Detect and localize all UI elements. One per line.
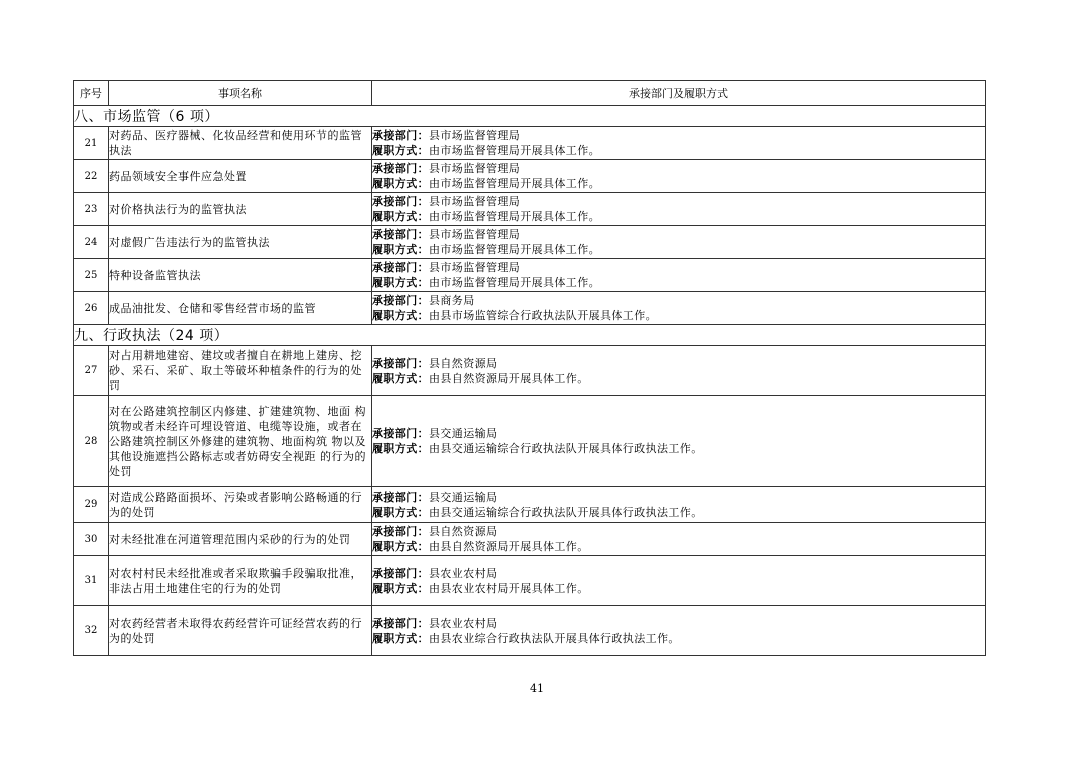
row-item: 成品油批发、仓储和零售经营市场的监管 <box>109 292 372 325</box>
dept-value: 县交通运输局 <box>429 490 498 504</box>
dept-label: 承接部门： <box>372 162 429 175</box>
row-item: 药品领域安全事件应急处置 <box>109 160 372 193</box>
mode-value: 由县农业综合行政执法队开展具体行政执法工作。 <box>429 631 680 645</box>
dept-label: 承接部门： <box>372 490 429 504</box>
row-dept-cell <box>372 523 986 556</box>
section-row-market <box>74 106 986 127</box>
table-row <box>74 193 986 226</box>
row-dept-cell <box>372 127 986 160</box>
dept-value: 县市场监督管理局 <box>429 129 521 142</box>
dept-label: 承接部门： <box>372 566 429 580</box>
items-table <box>73 80 986 656</box>
mode-value: 由市场监督管理局开展具体工作。 <box>429 144 600 157</box>
mode-value: 由市场监督管理局开展具体工作。 <box>429 210 600 223</box>
row-item: 对造成公路路面损坏、污染或者影响公路畅通的行为的处罚 <box>109 487 372 523</box>
row-item: 特种设备监管执法 <box>109 259 372 292</box>
mode-value: 由县交通运输综合行政执法队开展具体行政执法工作。 <box>429 442 703 455</box>
section-row-enforcement <box>74 325 986 346</box>
section-title: 八、市场监管（6 项） <box>74 106 986 127</box>
header-item: 事项名称 <box>109 81 372 106</box>
row-number: 27 <box>74 346 109 396</box>
dept-value: 县市场监督管理局 <box>429 195 521 208</box>
row-number: 25 <box>74 259 109 292</box>
mode-label: 履职方式： <box>372 581 429 595</box>
table-row <box>74 127 986 160</box>
row-number: 31 <box>74 556 109 606</box>
row-item: 对药品、医疗器械、化妆品经营和使用环节的监管执法 <box>109 127 372 160</box>
row-item: 对农药经营者未取得农药经营许可证经营农药的行为的处罚 <box>109 606 372 656</box>
row-dept-cell <box>372 259 986 292</box>
mode-value: 由市场监督管理局开展具体工作。 <box>429 243 600 256</box>
row-number: 32 <box>74 606 109 656</box>
mode-value: 由县农业农村局开展具体工作。 <box>429 581 589 595</box>
page-number: 41 <box>530 682 544 695</box>
row-number: 24 <box>74 226 109 259</box>
mode-label: 履职方式： <box>372 371 429 385</box>
row-item: 对虚假广告违法行为的监管执法 <box>109 226 372 259</box>
dept-label: 承接部门： <box>372 525 429 538</box>
row-dept-cell <box>372 556 986 606</box>
mode-label: 履职方式： <box>372 505 429 519</box>
dept-label: 承接部门： <box>372 356 429 370</box>
row-dept-cell <box>372 396 986 487</box>
dept-value: 县农业农村局 <box>429 616 498 630</box>
mode-value: 由县交通运输综合行政执法队开展具体行政执法工作。 <box>429 505 703 519</box>
row-number: 22 <box>74 160 109 193</box>
table-row <box>74 523 986 556</box>
row-item: 对未经批准在河道管理范围内采砂的行为的处罚 <box>109 523 372 556</box>
dept-value: 县市场监督管理局 <box>429 228 521 241</box>
mode-label: 履职方式： <box>372 243 429 256</box>
dept-label: 承接部门： <box>372 261 429 274</box>
row-dept-cell <box>372 226 986 259</box>
mode-label: 履职方式： <box>372 210 429 223</box>
mode-value: 由县自然资源局开展具体工作。 <box>429 371 589 385</box>
mode-label: 履职方式： <box>372 309 429 322</box>
mode-value: 由市场监督管理局开展具体工作。 <box>429 177 600 190</box>
dept-value: 县自然资源局 <box>429 525 498 538</box>
dept-value: 县农业农村局 <box>429 566 498 580</box>
mode-label: 履职方式： <box>372 144 429 157</box>
dept-value: 县市场监督管理局 <box>429 261 521 274</box>
dept-value: 县商务局 <box>429 294 475 307</box>
mode-value: 由县自然资源局开展具体工作。 <box>429 540 589 553</box>
dept-label: 承接部门： <box>372 616 429 630</box>
header-dept: 承接部门及履职方式 <box>372 81 986 106</box>
row-dept-cell <box>372 606 986 656</box>
row-number: 21 <box>74 127 109 160</box>
dept-label: 承接部门： <box>372 195 429 208</box>
row-number: 29 <box>74 487 109 523</box>
table-row <box>74 556 986 606</box>
dept-value: 县市场监督管理局 <box>429 162 521 175</box>
mode-label: 履职方式： <box>372 442 429 455</box>
mode-label: 履职方式： <box>372 631 429 645</box>
row-item: 对农村村民未经批准或者采取欺骗手段骗取批准，非法占用土地建住宅的行为的处罚 <box>109 556 372 606</box>
table-row <box>74 487 986 523</box>
row-dept-cell <box>372 160 986 193</box>
dept-label: 承接部门： <box>372 427 429 440</box>
row-item: 对在公路建筑控制区内修建、扩建建筑物、地面 构筑物或者未经许可埋设管道、电缆等设施，或者在公路建筑控制区外修建的建筑物、地面构筑 物以及其他设施遮挡公路标志或者妨碍安全视距 的行为的处罚 <box>109 396 372 487</box>
header-no: 序号 <box>74 81 109 106</box>
dept-value: 县自然资源局 <box>429 356 498 370</box>
row-number: 26 <box>74 292 109 325</box>
dept-label: 承接部门： <box>372 228 429 241</box>
row-number: 28 <box>74 396 109 487</box>
table-row <box>74 396 986 487</box>
table-row <box>74 160 986 193</box>
table-row <box>74 226 986 259</box>
dept-label: 承接部门： <box>372 129 429 142</box>
row-dept-cell <box>372 292 986 325</box>
table-row <box>74 346 986 396</box>
section-title: 九、行政执法（24 项） <box>74 325 986 346</box>
mode-value: 由市场监督管理局开展具体工作。 <box>429 276 600 289</box>
dept-value: 县交通运输局 <box>429 427 498 440</box>
table-row <box>74 606 986 656</box>
row-number: 30 <box>74 523 109 556</box>
mode-label: 履职方式： <box>372 177 429 190</box>
row-item: 对占用耕地建窑、建坟或者擅自在耕地上建房、挖砂、采石、采矿、取土等破坏种植条件的行为的处罚 <box>109 346 372 396</box>
row-dept-cell <box>372 193 986 226</box>
row-dept-cell <box>372 346 986 396</box>
mode-value: 由县市场监管综合行政执法队开展具体工作。 <box>429 309 657 322</box>
table-row <box>74 292 986 325</box>
table-header-row <box>74 81 986 106</box>
dept-label: 承接部门： <box>372 294 429 307</box>
row-item: 对价格执法行为的监管执法 <box>109 193 372 226</box>
mode-label: 履职方式： <box>372 276 429 289</box>
mode-label: 履职方式： <box>372 540 429 553</box>
row-number: 23 <box>74 193 109 226</box>
row-dept-cell <box>372 487 986 523</box>
table-row <box>74 259 986 292</box>
